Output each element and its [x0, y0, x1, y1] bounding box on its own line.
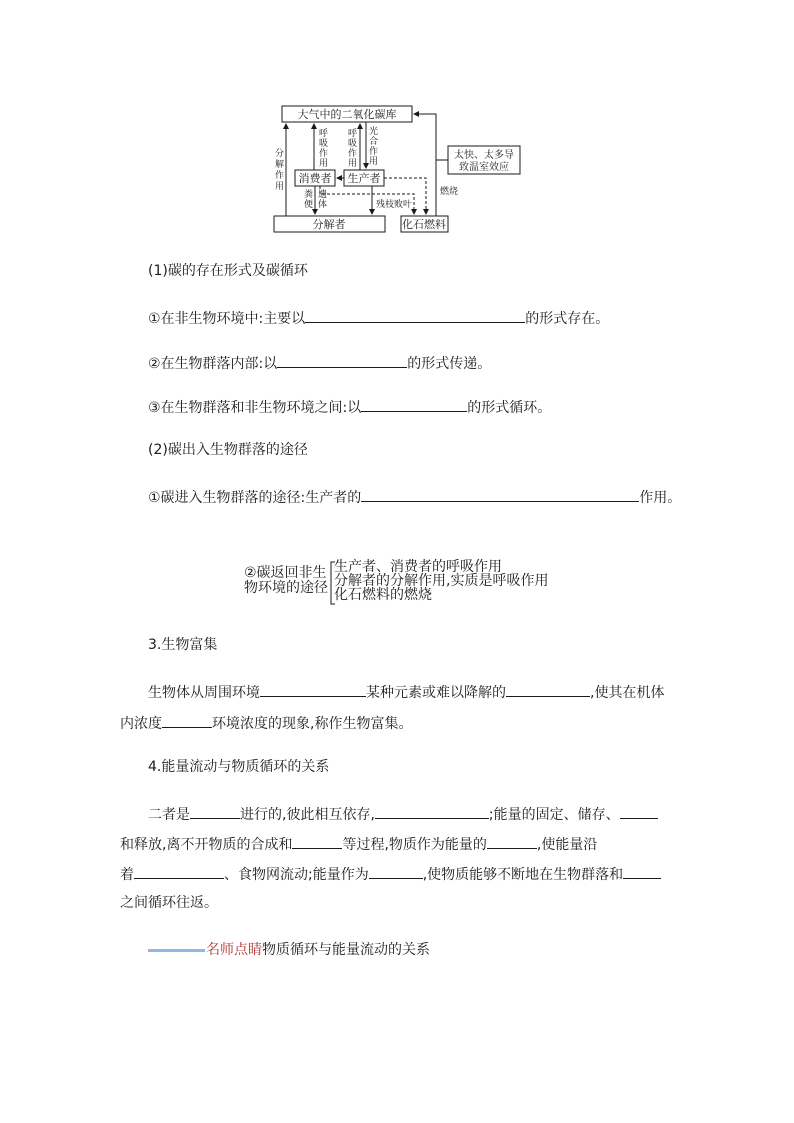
section4-line2 [120, 833, 597, 854]
tip-label: 名师点睛 [206, 942, 262, 958]
remains-label-2: 体 [318, 200, 328, 210]
tip [206, 941, 430, 959]
consumer-resp-label-4: 用 [319, 159, 329, 169]
blank-3[interactable] [361, 396, 467, 412]
decomposition-label-2: 解 [275, 160, 285, 170]
section3-line2 [120, 712, 412, 733]
section1-item3-post: 的形式循环。 [467, 400, 552, 416]
section4-line2-b: 等过程,物质作为能量的 [342, 837, 487, 853]
blank-8[interactable] [190, 803, 240, 819]
section4-line2-c: ,使能量沿 [536, 837, 598, 853]
feces-label-1: 粪 [304, 190, 314, 200]
section4-line1-b: 进行的,彼此相互依存, [240, 807, 375, 823]
consumer-resp-label-1: 呼 [319, 129, 329, 139]
consumer-resp-label-3: 作 [319, 149, 329, 159]
consumer-resp-label-2: 吸 [319, 139, 329, 149]
section1-item1 [148, 307, 609, 328]
section1-title: (1)碳的存在形式及碳循环 [148, 263, 308, 279]
section4-line3-a: 着 [120, 867, 134, 883]
producer-box-label: 生产者 [347, 172, 381, 185]
blank-11[interactable] [292, 833, 342, 849]
consumer-box-label: 消费者 [298, 172, 332, 185]
section3-line1-c: ,使其在机体 [590, 685, 665, 701]
section4-line3-c: ,使物质能够不断地在生物群落和 [422, 867, 624, 883]
producer-resp-label-1: 呼 [348, 129, 358, 139]
blank-6[interactable] [506, 681, 590, 697]
section2-item1-post: 作用。 [639, 490, 682, 506]
photosynthesis-label-1: 光 [369, 127, 379, 137]
section4-line1-a: 二者是 [148, 807, 190, 823]
blank-9[interactable] [375, 803, 489, 819]
blank-12[interactable] [487, 833, 537, 849]
blank-4[interactable] [361, 486, 639, 502]
litter-label: 残枝败叶 [376, 200, 413, 210]
section2-item1-pre: ①碳进入生物群落的途径:生产者的 [148, 490, 362, 506]
return-left-line1: ②碳返回非生 [244, 565, 327, 581]
section4-line1 [148, 803, 658, 824]
section4-line3-b: 、食物网流动;能量作为 [224, 867, 369, 883]
feces-label-2: 便 [304, 200, 314, 210]
section1-item1-post: 的形式存在。 [525, 311, 610, 327]
blank-5[interactable] [260, 681, 366, 697]
section4-title: 4.能量流动与物质循环的关系 [148, 759, 330, 775]
blank-13[interactable] [134, 863, 224, 879]
section4-line2-a: 和释放,离不开物质的合成和 [120, 837, 293, 853]
return-item-1: 生产者、消费者的呼吸作用 [334, 559, 502, 575]
section4-line4: 之间循环往返。 [120, 895, 218, 911]
tip-accent-bar [148, 949, 205, 952]
carbon-cycle-diagram [268, 100, 528, 240]
section1-item2-post: 的形式传递。 [407, 356, 492, 372]
section3-line1-b: 某种元素或难以降解的 [366, 685, 506, 701]
section1-item3 [148, 396, 551, 417]
return-item-3: 化石燃料的燃烧 [334, 587, 432, 603]
section3-line1-a: 生物体从周围环境 [148, 685, 260, 701]
return-item-2: 分解者的分解作用,实质是呼吸作用 [334, 573, 549, 589]
section3-line2-b: 环境浓度的现象,称作生物富集。 [212, 716, 413, 732]
return-pathways [244, 560, 564, 606]
return-left-line2: 物环境的途径 [244, 580, 328, 596]
blank-1[interactable] [305, 307, 525, 323]
atmosphere-box-label: 大气中的二氧化碳库 [297, 108, 397, 121]
section3-line1 [148, 681, 664, 702]
section3-line2-a: 内浓度 [120, 716, 162, 732]
decomposer-box-label: 分解者 [312, 218, 346, 231]
photosynthesis-label-2: 合 [369, 137, 379, 147]
photosynthesis-label-3: 作 [369, 147, 379, 157]
combustion-label-1: 燃 [440, 187, 450, 197]
producer-resp-label-3: 作 [348, 149, 358, 159]
section1-item3-pre: ③在生物群落和非生物环境之间:以 [148, 400, 362, 416]
section1-item2 [148, 352, 491, 373]
decomposition-label-4: 用 [275, 182, 285, 192]
section4-line1-c: ;能量的固定、储存、 [488, 807, 620, 823]
section2-item1 [148, 486, 681, 507]
section2-title: (2)碳出入生物群落的途径 [148, 442, 308, 458]
blank-7[interactable] [162, 712, 212, 728]
photosynthesis-label-4: 用 [369, 157, 379, 167]
blank-2[interactable] [277, 352, 407, 368]
blank-15[interactable] [623, 863, 661, 879]
tip-text: 物质循环与能量流动的关系 [262, 942, 430, 958]
fossil-box-label: 化石燃料 [402, 218, 446, 231]
remains-label-1: 遗 [318, 190, 328, 200]
decomposition-label-1: 分 [275, 149, 285, 159]
producer-resp-label-2: 吸 [348, 139, 358, 149]
combustion-arrow [414, 114, 436, 216]
section4-line3 [120, 863, 661, 884]
section1-item1-pre: ①在非生物环境中:主要以 [148, 311, 306, 327]
blank-14[interactable] [369, 863, 423, 879]
producer-resp-label-4: 用 [348, 159, 358, 169]
blank-10[interactable] [620, 803, 658, 819]
greenhouse-line1: 太快、太多导 [454, 150, 514, 161]
section1-item2-pre: ②在生物群落内部:以 [148, 356, 278, 372]
section3-title: 3.生物富集 [148, 637, 218, 653]
decomposition-label-3: 作 [275, 171, 285, 181]
combustion-label-2: 烧 [449, 187, 459, 197]
greenhouse-line2: 致温室效应 [459, 162, 509, 173]
